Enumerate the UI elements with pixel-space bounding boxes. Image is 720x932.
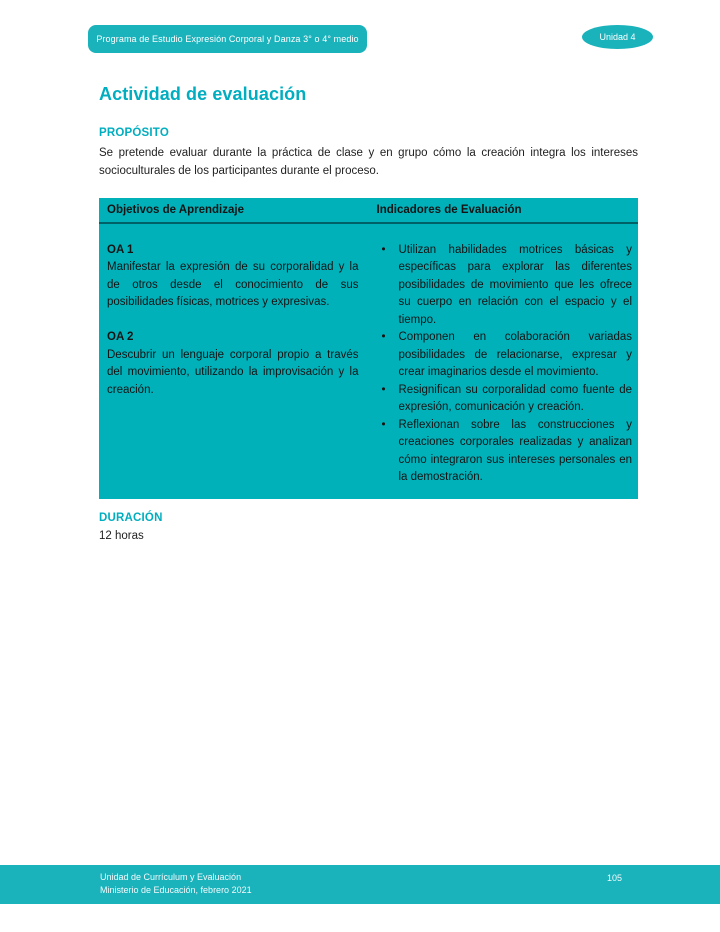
page-footer xyxy=(0,865,720,904)
bullet-icon: • xyxy=(381,243,386,256)
indicator-2-text: Componen en colaboración variadas posibilidades de relacionarse, expresar y crear imaginarios desde el movimiento. xyxy=(398,331,632,378)
indicator-item-1 xyxy=(375,242,633,330)
indicator-3-text: Resignifican su corporalidad como fuente de expresión, comunicación y creación. xyxy=(398,383,632,413)
indicadores-cell xyxy=(369,242,639,487)
bullet-icon: • xyxy=(381,418,386,431)
indicator-1-text: Utilizan habilidades motrices básicas y específicas para explorar las diferentes posibilidades de movimiento que les ofrece su cuerpo en relación con el espacio y el tiempo. xyxy=(398,243,632,326)
oa-item-1 xyxy=(107,242,359,312)
footer-line-2: Ministerio de Educación, febrero 2021 xyxy=(100,885,252,895)
oa-2-text: Descubrir un lenguaje corporal propio a través del movimiento, utilizando la improvisación y la creación. xyxy=(107,348,359,396)
duracion-value: 12 horas xyxy=(99,530,144,542)
program-title-badge: Programa de Estudio Expresión Corporal y Danza 3° o 4° medio xyxy=(88,25,367,53)
unit-badge: Unidad 4 xyxy=(582,25,653,49)
duracion-heading: DURACIÓN xyxy=(99,512,163,524)
indicator-item-2 xyxy=(375,329,633,382)
oa-item-2 xyxy=(107,329,359,399)
bullet-icon: • xyxy=(381,383,386,396)
page-title: Actividad de evaluación xyxy=(99,84,307,104)
table-header-indicadores: Indicadores de Evaluación xyxy=(376,204,522,216)
indicator-item-4 xyxy=(375,417,633,487)
footer-line-1: Unidad de Currículum y Evaluación xyxy=(100,872,242,882)
page-number: 105 xyxy=(606,873,622,883)
table-header-objetivos: Objetivos de Aprendizaje xyxy=(107,204,244,216)
proposito-body-text: Se pretende evaluar durante la práctica de clase y en grupo cómo la creación integra los intereses socioculturales de los participantes durante el proceso. xyxy=(99,147,638,177)
bullet-icon: • xyxy=(381,331,386,343)
indicator-item-3 xyxy=(375,382,633,417)
oa-1-code: OA 1 xyxy=(107,243,134,256)
table-header-row xyxy=(99,198,638,224)
footer-publisher xyxy=(100,871,252,897)
objectives-indicators-table xyxy=(99,198,638,499)
indicator-4-text: Reflexionan sobre las construcciones y creaciones corporales realizadas y analizan cómo integraron sus intereses personales en la demostración. xyxy=(398,418,632,483)
proposito-heading: PROPÓSITO xyxy=(99,127,169,139)
objetivos-cell xyxy=(99,242,369,487)
oa-1-text: Manifestar la expresión de su corporalidad y la de otros desde el conocimiento de sus posibilidades físicas, motrices y expresivas. xyxy=(107,261,359,308)
oa-2-code: OA 2 xyxy=(107,331,134,343)
table-body-row xyxy=(99,224,638,499)
